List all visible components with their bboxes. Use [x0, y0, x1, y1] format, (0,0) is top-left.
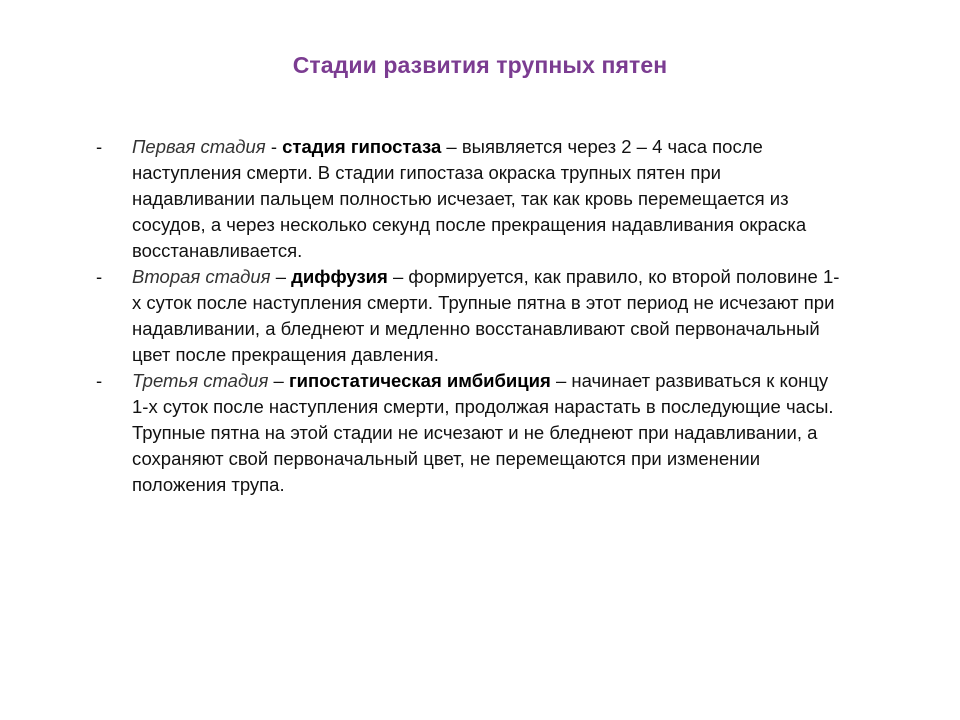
stage-separator: –: [270, 266, 292, 287]
stage-separator: –: [268, 370, 289, 391]
stage-separator: -: [265, 136, 283, 157]
stage-description: – выявляется через 2 – 4 часа после наступления смерти. В стадии гипостаза окраска трупных пятен при надавливании пальцем полностью исчезает, так как кровь перемещается из сосудов, а через несколько секунд после прекращения надавливания окраска восстанавливается.: [132, 136, 807, 261]
slide-title: Стадии развития трупных пятен: [292, 52, 668, 78]
stage-item-2: [88, 264, 848, 368]
stages-list: [88, 134, 848, 498]
stage-item-1: [88, 134, 848, 264]
stage-term: стадия гипостаза: [282, 136, 442, 157]
stage-name: Первая стадия: [132, 136, 266, 157]
stage-name: Третья стадия: [132, 370, 269, 391]
bullet-dash: -: [96, 136, 103, 157]
bullet-dash: -: [96, 370, 103, 391]
bullet-dash: -: [96, 266, 103, 287]
stage-term: диффузия: [291, 266, 388, 287]
stage-description: – формируется, как правило, ко второй половине 1-х суток после наступления смерти. Трупные пятна в этот период не исчезают при надавливании, а бледнеют и медленно восстанавливают свой первоначальный цвет после прекращения давления.: [132, 266, 840, 365]
stage-term: гипостатическая имбибиция: [288, 370, 551, 391]
stage-item-3: [88, 368, 848, 498]
stage-description: – начинает развиваться к концу 1-х суток после наступления смерти, продолжая нарастать в последующие часы. Трупные пятна на этой стадии не исчезают и не бледнеют при надавливании, а сохраняют свой первоначальный цвет, не перемещаются при изменении положения трупа.: [132, 370, 834, 495]
stage-name: Вторая стадия: [132, 266, 271, 287]
